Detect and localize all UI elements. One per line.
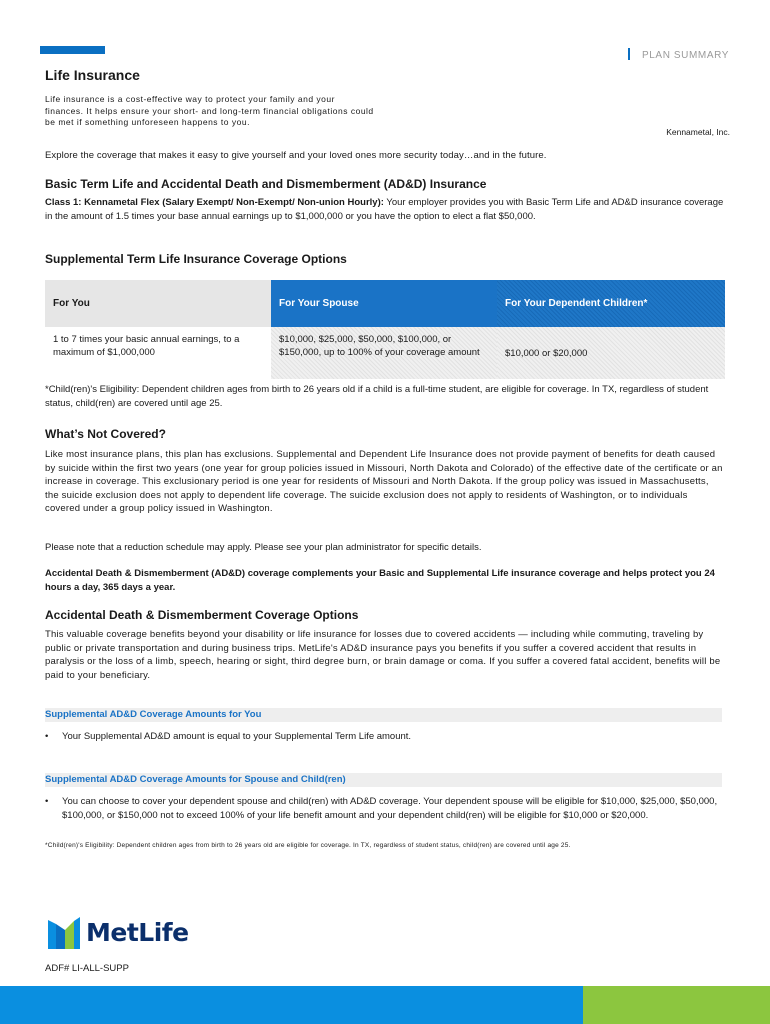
- intro-text: Life insurance is a cost-effective way to protect your family and your finances. It helps ensure your short- and long-term financial obligations could be met if something unforeseen happens to you.: [45, 94, 374, 127]
- children-eligibility-note: *Child(ren)'s Eligibility: Dependent children ages from birth to 26 years old if a child is a full-time student, are eligible for coverage. In TX, regardless of student status, child(ren) are covered until age 25.: [45, 384, 709, 409]
- cell-spouse: [271, 327, 497, 379]
- plan-summary-label: [628, 48, 729, 61]
- add-spouse-label-bar: [45, 773, 722, 787]
- cell-text: $10,000 or $20,000: [505, 348, 588, 359]
- basic-heading: Basic Term Life and Accidental Death and Dismemberment (AD&D) Insurance: [45, 177, 487, 191]
- bullet-dot: •: [45, 731, 49, 742]
- col-header-label: For Your Spouse: [279, 298, 359, 309]
- footer-green-band: [583, 986, 770, 1024]
- bullet-text: Your Supplemental AD&D amount is equal to your Supplemental Term Life amount.: [62, 731, 412, 742]
- add-complement-note: Accidental Death & Dismemberment (AD&D) coverage complements your Basic and Supplemental Life insurance coverage and helps protect you 24 hours a day, 365 days a year.: [45, 568, 715, 593]
- metlife-logo: [48, 917, 188, 949]
- page-title: Life Insurance: [45, 67, 140, 83]
- metlife-wordmark: MetLife: [86, 918, 189, 947]
- col-header-spouse: [271, 280, 497, 327]
- supplemental-heading: Supplemental Term Life Insurance Coverage Options: [45, 252, 347, 266]
- col-header-label: For You: [53, 298, 90, 309]
- add-options-heading: Accidental Death & Dismemberment Coverage Options: [45, 608, 359, 622]
- company-name: Kennametal, Inc.: [666, 127, 730, 137]
- class-text: Your employer provides you with Basic Term Life and AD&D insurance coverage in the amount of 1.5 times your base annual earnings up to $1,000,000 or you have the option to elect a flat $50,000.: [45, 197, 724, 222]
- cell-children: [497, 327, 725, 379]
- add-footnote: *Child(ren)'s Eligibility: Dependent children ages from birth to 26 years old are eligible for coverage. In TX, regardless of student status, child(ren) are covered until age 25.: [45, 842, 571, 849]
- not-covered-heading: What’s Not Covered?: [45, 427, 166, 441]
- add-options-paragraph: This valuable coverage benefits beyond your disability or life insurance for losses due to covered accidents — including while commuting, traveling by public or private transportation and during business trips. MetLife's AD&D insurance pays you benefits if you suffer a covered accident that results in paralysis or the loss of a limb, speech, hearing or sight, third degree burn, or brain damage or coma. If you suffer a covered fatal accident, benefits will be paid to your beneficiary.: [45, 629, 721, 681]
- cell-text: 1 to 7 times your basic annual earnings, to a maximum of $1,000,000: [53, 334, 240, 358]
- header-accent-bar: [40, 46, 105, 54]
- adf-code: ADF# LI-ALL-SUPP: [45, 963, 129, 974]
- coverage-table: [45, 280, 725, 379]
- basic-class-paragraph: [45, 196, 725, 223]
- divider: [628, 48, 630, 60]
- exclusions-paragraph: Like most insurance plans, this plan has exclusions. Supplemental and Dependent Life Insurance does not provide payment of benefits for death caused by suicide within the first two years (one year for group policies issued in Missouri, North Dakota and Colorado) of the effective date of the certificate or an increase in coverage. This exclusionary period is one year for residents of Missouri and North Dakota. If the group policy was issued in Massachusetts, the suicide exclusion does not apply to dependent life coverage. The suicide exclusion does not apply to residents of Washington, or to individuals covered under a group policy issued in Washington.: [45, 449, 723, 514]
- class-label: Class 1: Kennametal Flex (Salary Exempt/ Non-Exempt/ Non-union Hourly):: [45, 197, 384, 208]
- col-header-children: [497, 280, 725, 327]
- bullet-dot: •: [45, 796, 49, 807]
- plan-summary-text: PLAN SUMMARY: [642, 50, 730, 61]
- col-header-you: [45, 280, 271, 327]
- reduction-note: Please note that a reduction schedule may apply. Please see your plan administrator for specific details.: [45, 542, 482, 553]
- cell-you: [45, 327, 271, 379]
- cell-text: $10,000, $25,000, $50,000, $100,000, or $150,000, up to 100% of your coverage amount: [279, 334, 480, 358]
- add-you-label: Supplemental AD&D Coverage Amounts for You: [45, 709, 262, 720]
- footer-blue-band: [0, 986, 583, 1024]
- col-header-label: For Your Dependent Children*: [505, 298, 648, 309]
- add-you-label-bar: [45, 708, 722, 722]
- tagline: Explore the coverage that makes it easy to give yourself and your loved ones more security today…and in the future.: [45, 150, 547, 161]
- bullet-text: You can choose to cover your dependent spouse and child(ren) with AD&D coverage. Your dependent spouse will be eligible for $10,000, $25,000, $50,000, $100,000, or $150,000 not to exceed 100% of your life benefit amount and your dependent child(ren) will be eligible for $10,000 or $20,000.: [62, 796, 718, 821]
- add-spouse-label: Supplemental AD&D Coverage Amounts for Spouse and Child(ren): [45, 774, 346, 785]
- metlife-logo-icon: [48, 917, 82, 949]
